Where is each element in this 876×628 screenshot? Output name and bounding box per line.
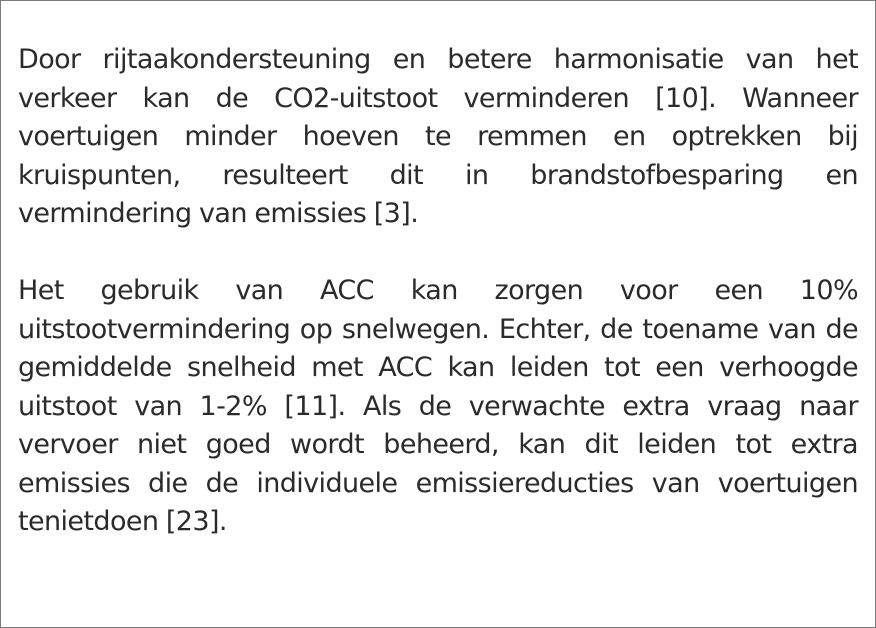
paragraph-acc-emissions: Het gebruik van ACC kan zorgen voor een 10% uitstootvermindering op snelwegen. Echter, de toename van de gemiddelde snelheid met ACC kan leiden tot een verhoogde uitstoot van 1-2% [11]. Als de verwachte extra vraag naar vervoer niet goed wordt beheerd, kan dit leiden tot extra emissies die de individuele emissiereducties van voertuigen tenietdoen [23]. bbox=[18, 275, 858, 537]
paragraph-emissions-harmonisation: Door rijtaakondersteuning en betere harmonisatie van het verkeer kan de CO2-uitstoot verminderen [10]. Wanneer voertuigen minder hoeven te remmen en optrekken bij kruispunten, resulteert dit in brandstofbesparing en vermindering van emissies [3]. bbox=[18, 44, 858, 229]
text-body bbox=[18, 41, 858, 542]
